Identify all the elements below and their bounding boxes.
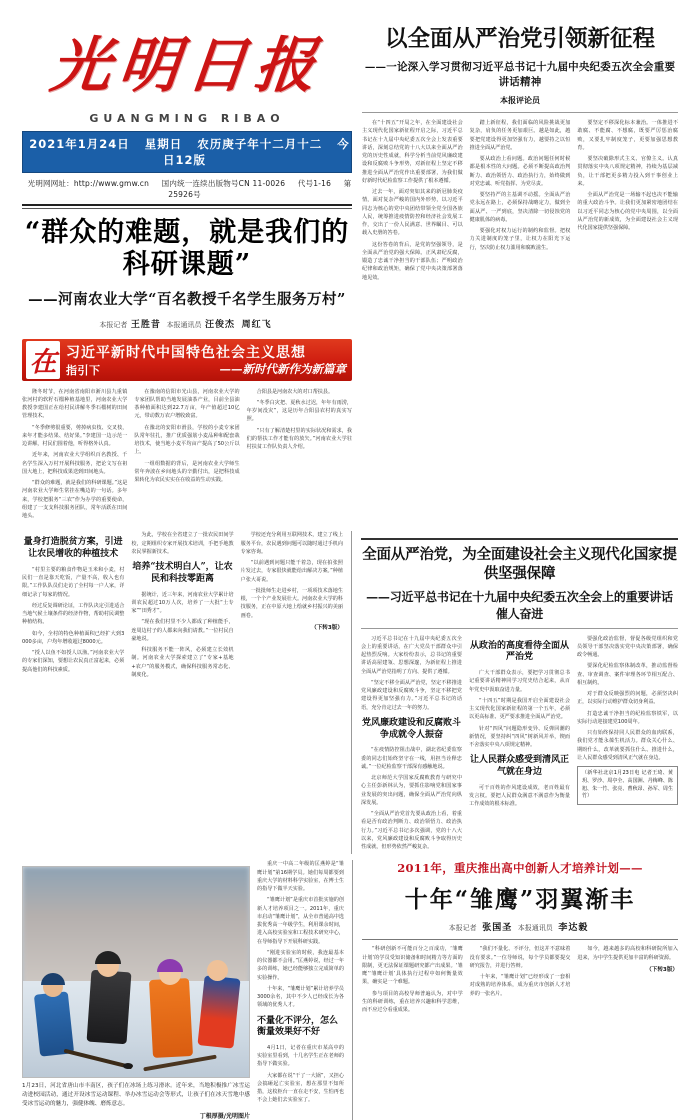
paragraph: 大家都在说“干了一大锅”，又担心会搞砸起亡实验室，想在那里不知所措，这枚柜台一直在走不安，生怕再也不会上她们去实验室了。 bbox=[257, 1072, 344, 1104]
issn-number: 国内统一连续出版物号CN 11-0026 bbox=[161, 179, 286, 188]
paragraph: 为此，学校在全省建立了一批农民田间学校，定期组织专家开展技术培训，手把手地教农民掌握新技术。 bbox=[131, 532, 234, 555]
newspaper-pinyin: GUANGMING RIBAO bbox=[89, 112, 285, 125]
continued-note: （下转3版） bbox=[311, 624, 343, 631]
paragraph: “以前遇到问题只能干着急，现在拍张照片发过去，专家很快就能给出解决方案。”种植户张大哥说。 bbox=[240, 560, 343, 583]
postal-code: 代号1-16 bbox=[297, 179, 332, 188]
paragraph: 参与项目的高校导师普遍认为，对中学生的科研训练，重在培养兴趣和科学思维，而不应过分看重成果。 bbox=[362, 990, 463, 1014]
paragraph: 十年来，“雏鹰计划”累计培养学员3000余名，其中不少人已经成长为各领域的优秀人才。 bbox=[257, 985, 344, 1009]
paragraph: 学校还充分利用互联网技术，建立了线上服务平台，农民遇到问题可以随时通过手机向专家咨询。 bbox=[240, 532, 343, 555]
article2-headline[interactable]: 全面从严治党，为全面建设社会主义现代化国家提供坚强保障 bbox=[362, 546, 677, 582]
paragraph: 可干百姓的作风建设成效，老百姓最有发言权。要把人民群众满意不满意作为衡量工作成效的根本标准。 bbox=[469, 784, 570, 808]
lead-continuation-column bbox=[22, 531, 352, 854]
article3-col-1 bbox=[362, 945, 463, 1017]
paragraph: 要从政治上看问题。政治问题任何时候都是根本性的大问题。必须不断提高政治判断力、政治领悟力、政治执行力，始终做到对党忠诚、听党指挥、为党尽责。 bbox=[469, 156, 571, 187]
paragraph: “现在我们村里不少人都成了种植能手，连周边村子的人都来向我们请教。”一位村民自豪地说。 bbox=[131, 619, 234, 642]
byline-corr-label: 本报通讯员 bbox=[166, 320, 202, 329]
paragraph: 过去一年，面对突如其来的新冠肺炎疫情，面对复杂严峻的国内外形势，以习近平同志为核心的党中央团结带领全党全国各族人民，统筹推进疫情防控和经济社会发展工作，交出了一份人民满意、世界瞩目、可以载入史册的答卷。 bbox=[362, 189, 463, 237]
masthead bbox=[22, 18, 352, 110]
paragraph: 如今，全村的特色种植面积已经扩大到3000多亩，户均年增收超过8000元。 bbox=[22, 630, 125, 645]
lead-cont-col-1 bbox=[22, 531, 124, 682]
paragraph: 科技服务不能一阵风，必须建立长效机制。河南农业大学探索建立了“专家+基地+农户”的服务模式，确保科技服务常态化、制度化。 bbox=[131, 647, 234, 678]
lead-subheadline: ——河南农业大学“百名教授千名学生服务万村” bbox=[28, 290, 346, 308]
article3-reporter-label: 本报记者 bbox=[448, 924, 477, 933]
paragraph: 要坚决破除形式主义、官僚主义。认真贯彻落实中央八项规定精神，持续为基层减负，让干部把更多精力投入到干事创业上来。 bbox=[577, 156, 679, 187]
photo-credit: 丁根厚摄/光明图片 bbox=[199, 1113, 250, 1120]
divider bbox=[361, 628, 678, 629]
photo-figure bbox=[87, 970, 132, 1045]
article3-corr: 李达毅 bbox=[558, 923, 589, 934]
paragraph: 打造忠诚干净担当的纪检监察铁军，以实际行动迎接建党100周年。 bbox=[577, 710, 678, 725]
photo-block bbox=[22, 860, 250, 1120]
article3-byline bbox=[362, 920, 678, 933]
paragraph: “冬季修剪很重要，剪掉病虫枝、交叉枝，来年才能多结果、结好果。”李建国一边示范一边讲解，村民们围着他，听得格外认真。 bbox=[22, 424, 128, 448]
byline-corr-2: 周红飞 bbox=[241, 319, 272, 330]
paragraph: “科研创新不可能百分之百成功，‘雏鹰计划’的学员受知识储备和时间精力等方面的限制，更无法保证课题研究都产出成果。‘雏鹰’‘雏鹰计划’具体执行过程中如何衡量效果，确实是一个难题。 bbox=[362, 946, 463, 986]
paragraph: 合阳县是河南农大的对口帮扶县。 bbox=[256, 388, 334, 395]
lead-col-2 bbox=[134, 388, 239, 524]
editorial-col-3 bbox=[577, 119, 678, 285]
paragraph: “在疫情防控阻击战中，湖北省纪委监察委的同志们始终坚守在一线，用担当诠释忠诚。”一位纪检监察干部深有感触地说。 bbox=[361, 747, 462, 770]
publish-date: 2021年1月24日 bbox=[29, 137, 130, 151]
masthead-column bbox=[22, 18, 352, 523]
top-section bbox=[22, 18, 678, 523]
paragraph: “只有了解清楚村里的实际状况和需求，我们的帮扶工作才能有的放矢。”河南农业大学驻村扶贫工作队负责人介绍。 bbox=[246, 427, 352, 451]
paragraph: 在“十四五”开局之年，在全面建设社会主义现代化国家新征程开启之际，习近平总书记在十九届中央纪委五次全会上发表重要讲话，深刻总结党的十八大以来全面从严治党的历史性成就，科学分析当前党风廉政建设和反腐败斗争形势，对新征程上坚定不移推进全面从严治党作出重要部署，为我们做好新时代纪检监察工作提供了根本遵循。 bbox=[362, 120, 463, 184]
photo-figure bbox=[34, 992, 74, 1057]
lead-subheading-2: 培养“技术明白人”，让农民和科技零距离 bbox=[132, 562, 233, 584]
paragraph: 要坚持严的主基调不动摇。全面从严治党永远在路上，必须保持战略定力，做到全面从严、一严到底，坚决清除一切侵蚀党的健康肌体的病毒。 bbox=[469, 192, 571, 223]
divider bbox=[362, 112, 678, 113]
paragraph: 经过反复调研论证，工作队决定引进适合当地气候土壤条件的经济作物，帮助村民调整种植结构。 bbox=[22, 602, 125, 626]
paragraph: 十年来，“雏鹰计划”已经形成了一套相对成熟的培养体系，成为重庆市创新人才培养的一张名片。 bbox=[469, 974, 571, 997]
bottom-section bbox=[22, 860, 678, 1120]
article3-corr-label: 本报通讯员 bbox=[517, 924, 553, 933]
paragraph: 一批批师生走进乡村，一项项技术落地生根，一个个产业发展壮大。河南农业大学的科技服务，正在中原大地上绘就乡村振兴的美丽画卷。 bbox=[240, 587, 343, 619]
paragraph: 4月1日，记者在重庆市某高中的实验室里看到，十几名学生正在老师的指导下做实验。 bbox=[257, 1044, 344, 1068]
lead-headline[interactable]: “群众的难题，就是我们的科研课题” bbox=[24, 217, 350, 280]
paragraph: 如今，越来越多的高校和科研院所加入进来，为中学生提供更加丰富的科研资源。 bbox=[577, 946, 679, 961]
paragraph: “我们不量化、不评分，但这并不意味着没有要求。”一位导师说，每个学员都要提交研究报告，并进行答辩。 bbox=[469, 946, 571, 969]
paragraph: “雏鹰计划”是重庆市首批实施的创新人才培养项目之一。2011年，重庆市启动“雏鹰计划”，从全市普通高中选拔优秀高一年级学生，利用课余时间，进入高校实验室和工程技术研究中心，在导师指导下开展科研实践。 bbox=[257, 897, 344, 945]
article2-columns bbox=[361, 635, 678, 855]
theme-banner bbox=[22, 339, 352, 381]
byline-reporter-label: 本报记者 bbox=[99, 320, 128, 329]
editorial-subheadline: ——一论深入学习贯彻习近平总书记十九届中央纪委五次全会重要讲话精神 bbox=[364, 61, 676, 88]
paragraph: “授人以鱼不如授人以渔。”河南农业大学的专家们深知，要想让农民真正富起来，必须提高他们的科技素质。 bbox=[22, 650, 125, 673]
lead-cont-col-2 bbox=[131, 531, 233, 682]
paragraph: 在豫南的信阳市光山县，河南农业大学的专家团队帮助当地发展油茶产业，目前全县油茶种植面积达到22.7万亩，年产值超过10亿元，带动数万农户增收致富。 bbox=[134, 388, 240, 420]
byline-corr-1: 汪俊杰 bbox=[205, 319, 236, 330]
newspaper-title: 光明日报 bbox=[47, 31, 327, 101]
website-url[interactable]: 光明网网址：http://www.gmw.cn bbox=[27, 179, 150, 188]
lead-byline bbox=[22, 317, 352, 330]
paragraph: 只有始终保持同人民群众的血肉联系，我们党才能永葆生机活力。群众关心什么、期盼什么，改革就要抓住什么、推进什么，让人民群众感受到清风正气就在身边。 bbox=[577, 730, 678, 761]
article3-kicker: 2011年，重庆推出高中创新人才培养计划—— bbox=[397, 861, 643, 876]
article-right-2 bbox=[352, 531, 678, 854]
continued-note: （下转3版） bbox=[646, 966, 679, 973]
article2-subheadline: ——习近平总书记在十九届中央纪委五次全会上的重要讲话催人奋进 bbox=[366, 589, 673, 621]
issue-number: 第25926号 bbox=[168, 179, 352, 199]
editorial-byline: 本报评论员 bbox=[500, 96, 540, 105]
editorial-col-2 bbox=[470, 119, 571, 285]
photo-and-text bbox=[22, 860, 344, 1120]
paragraph: 踏上新征程，我们面临的风险挑战更加复杂，肩负的任务更加艰巨。越是如此，越要把党建设得更加坚强有力，越要持之以恒推进全面从严治党。 bbox=[469, 120, 571, 151]
paragraph: 要深化纪检监察体制改革，推动监督检查、审查调查、案件审理各环节相互配合、相互制约。 bbox=[577, 663, 678, 686]
weekday: 星期日 bbox=[144, 137, 183, 151]
news-photo[interactable] bbox=[22, 866, 250, 1078]
paragraph: 在豫北的安阳市滑县，学校的小麦专家团队常年驻扎，推广优质强筋小麦品种和配套栽培技术，使当地小麦平均亩产提高了50公斤以上。 bbox=[134, 424, 240, 456]
lead-body-columns bbox=[22, 388, 352, 524]
divider-thin bbox=[22, 208, 352, 209]
paragraph: 一组组数据的背后，是河南农业大学师生常年奔波在乡间地头的辛勤付出，是把科技成果转化为农民实实在在收益的生动实践。 bbox=[134, 460, 240, 484]
article3-reporter: 张国圣 bbox=[482, 923, 513, 934]
article3-col-3 bbox=[577, 945, 678, 1017]
lead-col-3 bbox=[247, 388, 352, 524]
editorial-col-1 bbox=[362, 119, 463, 285]
article2-subheading-3: 让人民群众感受到清风正气就在身边 bbox=[469, 755, 569, 778]
paragraph: 北京师范大学国家反腐败教育与研究中心主任彭新林认为，要抓住影响党和国家事业发展的突出问题，确保全面从严治党向纵深发展。 bbox=[361, 775, 462, 806]
paragraph: “十四五”时期是我国开启全面建设社会主义现代化国家新征程的第一个五年，必须以更高标准、更严要求推进全面从严治党。 bbox=[469, 697, 570, 721]
paragraph: 对于群众反映强烈的问题，必须坚决纠正，以实际行动维护群众切身利益。 bbox=[577, 691, 678, 706]
article3-columns bbox=[362, 945, 678, 1017]
lead-col-1 bbox=[22, 388, 127, 524]
photo-column bbox=[22, 860, 352, 1120]
article2-subheading-2: 党风廉政建设和反腐败斗争成就令人振奋 bbox=[361, 717, 461, 740]
article2-subheading-1: 从政治的高度看待全面从严治党 bbox=[469, 640, 569, 663]
banner-line-3: ——新时代新作为新篇章 bbox=[219, 361, 346, 376]
paragraph: 近年来，河南农业大学组织百名教授、千名学生深入万村开展科技服务，把论文写在祖国大地上，把科技成果送到田间地头。 bbox=[22, 452, 128, 475]
photo-figure bbox=[197, 976, 240, 1049]
editorial-body-columns bbox=[362, 119, 678, 285]
paragraph: “群众的难题，就是我们的科研课题。”这是河南农业大学师生常挂在嘴边的一句话。多年来，学校把服务“三农”作为办学的重要使命，组建了一支支科技服务团队，常年活跃在田间地头。 bbox=[22, 480, 128, 520]
publication-info bbox=[22, 173, 352, 204]
paragraph: 据统计，近三年来，河南农业大学累计培训农民超过10万人次，培养了一大批“土专家”“田秀才”。 bbox=[131, 591, 234, 615]
divider bbox=[362, 939, 678, 940]
paragraph: “全面从严治党首先要从政治上看，着重看是否有政治判断力、政治领悟力、政治执行力。”习近平总书记多次强调，党的十八大以来，党风廉政建设和反腐败斗争取得历史性成就，但形势依然严峻复杂。 bbox=[361, 811, 462, 851]
paragraph: 要强化对权力运行的制约和监督。把权力关进制度的笼子里，让权力在阳光下运行，坚决防止权力滥用和腐败滋生。 bbox=[469, 228, 571, 251]
date-bar bbox=[22, 131, 352, 173]
article3-left-col bbox=[257, 860, 344, 1120]
paragraph: 要强化政治监督，督促各级党组织和党员领导干部坚决落实党中央决策部署，确保政令畅通。 bbox=[577, 635, 678, 659]
article2-col-3 bbox=[577, 635, 678, 855]
banner-line-2: 指引下 bbox=[66, 363, 101, 377]
article3-subheading-1: 不量化不评分，怎么衡量效果好不好 bbox=[257, 1015, 339, 1038]
paragraph: 全面从严治党是一场输不起也决不能输的重大政治斗争。让我们更加紧密地团结在以习近平同志为核心的党中央周围，以全面从严治党的新成效，为全面建设社会主义现代化国家提供坚强保障。 bbox=[577, 192, 679, 231]
paragraph: “坚定不移全面从严治党，坚定不移推进党风廉政建设和反腐败斗争，坚定不移把党建设得更加坚强有力。”习近平总书记的话语，充分肯定过去一年的努力。 bbox=[361, 679, 462, 711]
paragraph: “村里主要的粮食作物是玉米和小麦，村民们一直是靠天吃饭，产量不高，收入也有限。”工作队队员们走访了全村每一户人家，详细记录了每家的情况。 bbox=[22, 566, 125, 598]
lead-subheading-1: 量身打造脱贫方案，引进让农民增收的种植技术 bbox=[23, 537, 123, 560]
paragraph: 广大干部群众表示，要把学习贯彻总书记重要讲话精神同学习党史结合起来，从百年党史中汲取奋进力量。 bbox=[469, 670, 570, 693]
paragraph: 习近平总书记在十九届中央纪委五次全会上的重要讲话，在广大党员干部群众中引起热烈反响。大家纷纷表示，总书记的重要讲话高屋建瓴、思想深邃，为新征程上推进全面从严治党指明了方向、提供了遵循。 bbox=[361, 635, 462, 675]
lead-cont-col-3 bbox=[241, 531, 343, 682]
article3-col-2 bbox=[470, 945, 571, 1017]
paragraph: 隆冬时节，在河南省南阳市淅川县九重镇张河村的软籽石榴种植基地里，河南农业大学教授李建国正在给村民讲解冬季石榴树的田间管理技术。 bbox=[22, 388, 128, 420]
page-count: 今日12版 bbox=[162, 137, 350, 167]
paragraph: 重庆一中高二年级的匡燕婷是“雏鹰计划”第16期学员。她们每周都要到重庆大学的材料科学实验室，在博士生的指导下做半天实验。 bbox=[257, 861, 344, 893]
lunar-date: 农历庚子年十二月十二 bbox=[197, 137, 323, 151]
article2-col-2 bbox=[469, 635, 570, 855]
paragraph: “刚进实验室的时候，我连最基本的仪器都不会用。”匡燕婷说，经过一年多的训练，她已经能够独立完成简单的实验操作。 bbox=[257, 949, 344, 981]
banner-line-1: 习近平新时代中国特色社会主义思想 bbox=[66, 344, 306, 361]
banner-zai-char: 在 bbox=[26, 341, 60, 379]
lead-cont-columns bbox=[22, 531, 343, 682]
article2-col-1 bbox=[361, 635, 462, 855]
article3-headline[interactable]: 十年“雏鹰”羽翼渐丰 bbox=[404, 886, 636, 914]
editorial-headline[interactable]: 以全面从严治党引领新征程 bbox=[384, 26, 655, 52]
paragraph: 这份答卷的背后，是党的坚强领导，是全面从严治党的强大保障。正风肃纪反腐，锻造了忠诚干净担当的干部队伍；严明政治纪律和政治规矩，确保了党中央决策部署落地见效。 bbox=[362, 241, 463, 281]
photo-figure bbox=[149, 978, 193, 1058]
photo-caption: 1月23日，河北省唐山市丰南区，孩子们在冰场上练习滑冰。近年来，当地积极推广冰雪运动进校园活动，通过开设冰雪运动课程、举办冰雪运动会等形式，让孩子们在冰天雪地中感受冰雪运动的魅力，强健体魄、磨炼意志。 bbox=[22, 1083, 250, 1108]
paragraph: 针对“四风”问题隐形变异、反弹回潮的新情况，要坚持纠“四风”树新风并举，锲而不舍落实中央八项规定精神。 bbox=[469, 725, 570, 749]
middle-section bbox=[22, 531, 678, 854]
photo-wrap bbox=[22, 866, 250, 1120]
editorial-column bbox=[352, 18, 678, 523]
article-right-3 bbox=[352, 860, 678, 1120]
divider-heavy bbox=[361, 538, 678, 540]
divider-thick bbox=[22, 204, 352, 206]
byline-reporter: 王胜昔 bbox=[130, 319, 161, 330]
news-agency-dateline: （新华社北京1月23日电 记者王琦、黄玥、罗沙、周亭全、高国洲、丹梅峰、陈旭、朱一竹、张亮、曹秋昂、孙军、周生竹） bbox=[577, 766, 678, 805]
paragraph: 要坚定不移深化标本兼治。一体推进不敢腐、不能腐、不想腐，既要严厉惩治腐败，又要扎牢制度笼子，更要加强思想教育。 bbox=[577, 120, 679, 151]
paragraph: “冬季白灾把、夏秋水过迟，年年有雨涝，年岁间没灾”，这是历年合阳县农村的真实写照。 bbox=[246, 399, 352, 423]
